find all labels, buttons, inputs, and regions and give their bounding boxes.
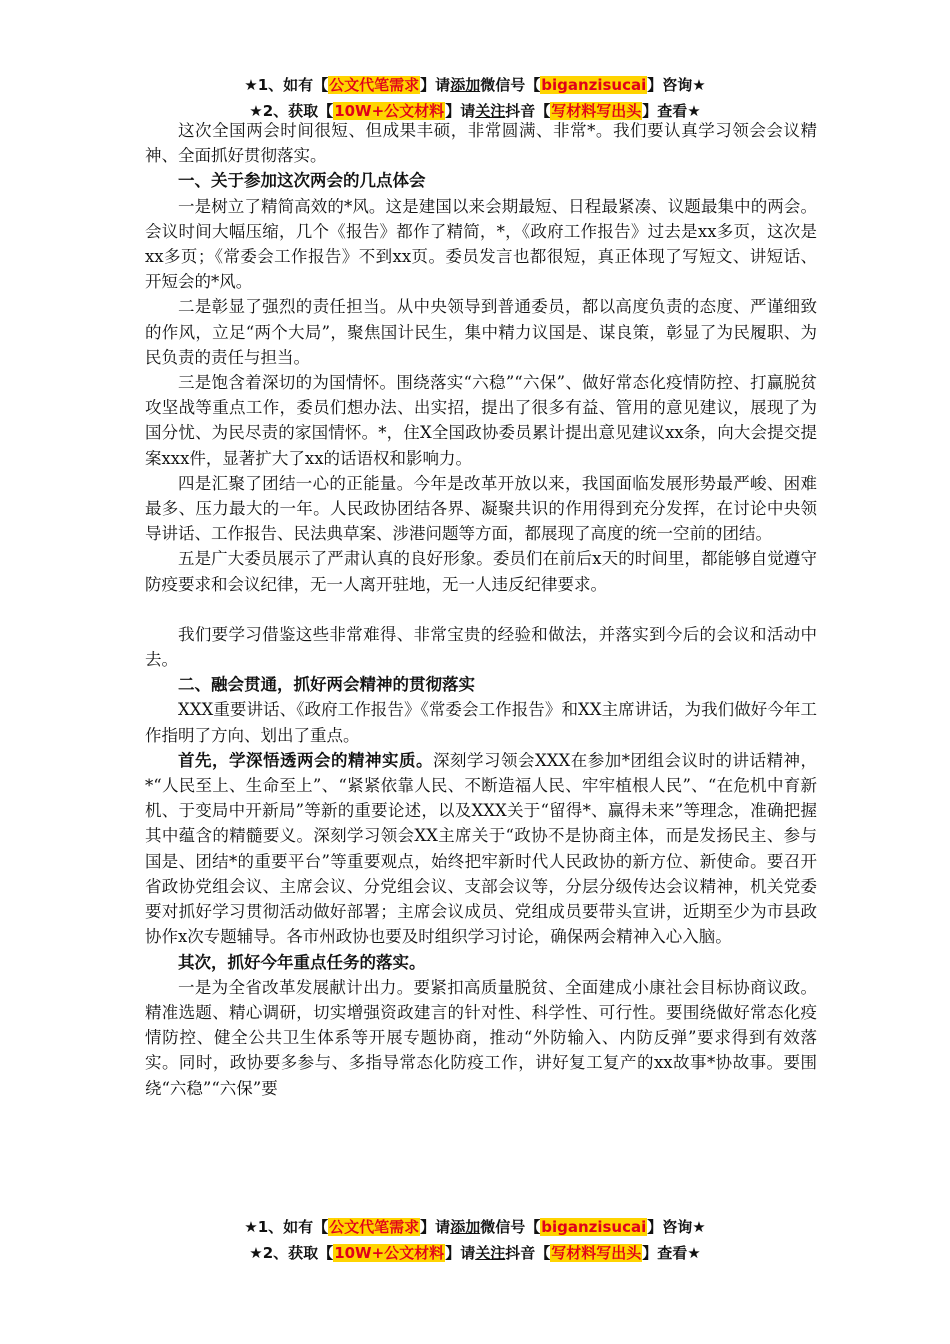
banner-text: ★1、如有【 [244, 1218, 329, 1236]
paragraph [145, 748, 817, 950]
paragraph: 一是为全省改革发展献计出力。要紧扣高质量脱贫、全面建成小康社会目标协商议政。精准选题、精心调研，切实增强资政建言的针对性、科学性、可行性。要围绕做好常态化疫情防控、健全公共卫生体系等开展专题协商，推动“外防输入、内防反弹”要求得到有效落实。同时，政协要多参与、多指导常态化防疫工作，讲好复工复产的xx故事*协故事。要围绕“六稳”“六保”要 [145, 977, 817, 1098]
banner-text: 抖音【 [505, 102, 551, 120]
section-heading: 二、融会贯通，抓好两会精神的贯彻落实 [178, 675, 475, 695]
banner-underlined: 关注 [475, 102, 506, 120]
banner-text: 抖音【 [505, 1244, 551, 1262]
paragraph: 二是彰显了强烈的责任担当。从中央领导到普通委员，都以高度负责的态度、严谨细致的作风，立足“两个大局”，聚焦国计民生，集中精力议国是、谋良策，彰显了为民履职、为民负责的责任与担当。 [145, 297, 817, 367]
banner-text: 】咨询★ [647, 1218, 706, 1236]
banner-line-1 [0, 72, 950, 98]
paragraph-text: 深刻学习领会XXX在参加*团组会议时的讲话精神，*“人民至上、生命至上”、“紧紧依靠人民、不断造福人民、牢牢植根人民”、“在危机中育新机、于变局中开新局”等新的重要论述，以及XXX关于“留得*、赢得未来”等理念，准确把握其中蕴含的精髓要义。深刻学习领会XX主席关于“政协不是协商主体，而是发扬民主、参与国是、团结*的重要平台”等重要观点，始终把牢新时代人民政协的新方位、新使命。要召开省政协党组会议、主席会议、分党组会议、支部会议等，分层分级传达会议精神，机关党委要对抓好学习贯彻活动做好部署；主席会议成员、党组成员要带头宣讲，近期至少为市县政协作x次专题辅导。各市州政协也要及时组织学习讨论，确保两会精神入心入脑。 [145, 750, 817, 947]
banner-text: ★2、获取【 [249, 102, 334, 120]
paragraph: 四是汇聚了团结一心的正能量。今年是改革开放以来，我国面临发展形势最严峻、困难最多、压力最大的一年。人民政协团结各界、凝聚共识的作用得到充分发挥，在讨论中央领导讲话、工作报告、民法典草案、涉港问题等方面，都展现了高度的统一空前的团结。 [145, 473, 817, 544]
paragraph: 我们要学习借鉴这些非常难得、非常宝贵的经验和做法，并落实到今后的会议和活动中去。 [145, 624, 817, 670]
document-body [145, 118, 817, 1101]
section-heading: 一、关于参加这次两会的几点体会 [178, 171, 426, 191]
paragraph: 五是广大委员展示了严肃认真的良好形象。委员们在前后x天的时间里，都能够自觉遵守防疫要求和会议纪律，无一人离开驻地，无一人违反纪律要求。 [145, 549, 817, 594]
paragraph: XXX重要讲话、《政府工作报告》《常委会工作报告》和XX主席讲话，为我们做好今年工作指明了方向、划出了重点。 [145, 700, 817, 745]
highlight-materials: 10W+公文材料 [334, 1244, 445, 1262]
banner-text: 】请 [420, 76, 451, 94]
banner-text: 】请 [445, 102, 476, 120]
highlight-douyin: 写材料写出头 [551, 102, 642, 120]
banner-text: 】查看★ [642, 102, 701, 120]
paragraph: 这次全国两会时间很短、但成果丰硕，非常圆满、非常*。我们要认真学习领会会议精神、全面抓好贯彻落实。 [145, 121, 817, 166]
bottom-banner [0, 1214, 950, 1266]
banner-text: 】请 [420, 1218, 451, 1236]
highlight-wechat-id: biganzisucai [541, 1218, 647, 1236]
banner-underlined: 添加 [450, 1218, 481, 1236]
banner-underlined: 添加 [450, 76, 481, 94]
banner-underlined: 关注 [475, 1244, 506, 1262]
banner-text: 】查看★ [642, 1244, 701, 1262]
banner-text: 】请 [445, 1244, 476, 1262]
highlight-service: 公文代笔需求 [329, 76, 420, 94]
banner-text: 微信号【 [480, 1218, 541, 1236]
banner-text: ★2、获取【 [249, 1244, 334, 1262]
paragraph-lead: 首先，学深悟透两会的精神实质。 [178, 750, 433, 770]
banner-line-2 [0, 1240, 950, 1266]
highlight-douyin: 写材料写出头 [551, 1244, 642, 1262]
blank-line [145, 597, 817, 622]
banner-text: ★1、如有【 [244, 76, 329, 94]
subsection-heading: 其次，抓好今年重点任务的落实。 [178, 952, 426, 972]
paragraph: 一是树立了精简高效的*风。这是建国以来会期最短、日程最紧凑、议题最集中的两会。会议时间大幅压缩，几个《报告》都作了精简，*，《政府工作报告》过去是xx多页，这次是xx多页；《常委会工作报告》不到xx页。委员发言也都很短，真正体现了写短文、讲短话、开短会的*风。 [145, 196, 817, 292]
highlight-wechat-id: biganzisucai [541, 76, 647, 94]
banner-text: 微信号【 [480, 76, 541, 94]
highlight-materials: 10W+公文材料 [334, 102, 445, 120]
top-banner [0, 72, 950, 124]
banner-text: 】咨询★ [647, 76, 706, 94]
highlight-service: 公文代笔需求 [329, 1218, 420, 1236]
banner-line-1 [0, 1214, 950, 1240]
paragraph: 三是饱含着深切的为国情怀。围绕落实“六稳”“六保”、做好常态化疫情防控、打赢脱贫攻坚战等重点工作，委员们想办法、出实招，提出了很多有益、管用的意见建议，展现了为国分忧、为民尽责的家国情怀。*，住X全国政协委员累计提出意见建议xx条，向大会提交提案xxx件，显著扩大了xx的话语权和影响力。 [145, 373, 817, 468]
